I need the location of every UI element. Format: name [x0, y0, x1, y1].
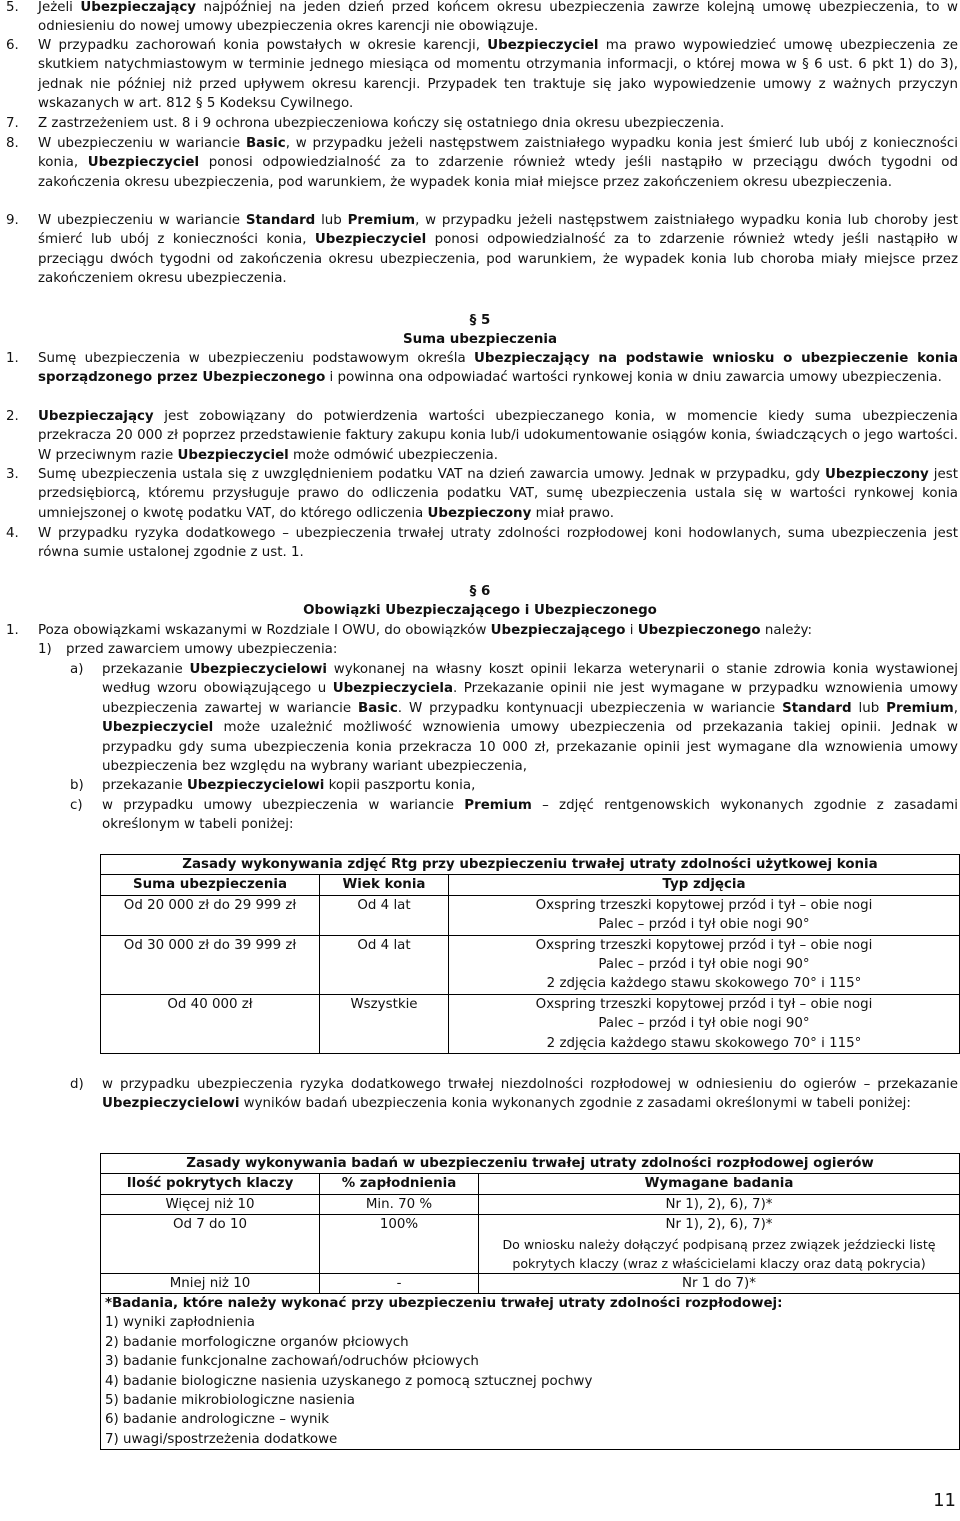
xray-header-age: Wiek konia [320, 875, 449, 895]
table-row: Od 7 do 10 100% Nr 1), 2), 6), 7)* Do wniosku należy dołączyć podpisaną przez związek jeździecki listę pokrytych klaczy (wraz z właścicielami klaczy oraz datą pokrycia) [101, 1215, 960, 1273]
duties-point-a: a) przekazanie Ubezpieczycielowi wykonanej na własny koszt opinii lekarza weterynarii o stanie zdrowia konia wystawionej według wzoru obowiązującego u Ubezpieczyciela. Przekazanie opinii nie jest wymagane w przypadku wznowienia umowy ubezpieczenia zawartej w wariancie Basic. W przypadku kontynuacji ubezpieczenia w wariancie Standard lub Premium, Ubezpieczyciel może uzależnić możliwość wznowienia umowy ubezpieczenia od przekazania takiej opinii. Jednak w przypadku gdy suma ubezpieczenia konia przekracza 10 000 zł, przekazanie opinii jest wymagane dla wznowienia umowy ubezpieczenia bez względu na wybrany wariant ubezpieczenia, [70, 662, 958, 775]
section-5-title: Suma ubezpieczenia [402, 332, 558, 347]
fertility-header-rate: % zapłodnienia [320, 1174, 479, 1194]
duties-point-c: c) w przypadku umowy ubezpieczenia w wariancie Premium – zdjęć rentgenowskich wykonanych zgodnie z zasadami określonym w tabeli poniżej: [70, 798, 958, 833]
clause-6: 6. W przypadku zachorowań konia powstałych w okresie karencji, Ubezpieczyciel ma prawo wypowiedzieć umowę ubezpieczenia ze skutkiem natychmiastowym w terminie jednego miesiąca od momentu otrzymania informacji, o której mowa w § 6 ust. 6 pkt 1) do 3), jednak nie później niż przed upływem okresu karencji. Przypadek ten traktuje się jako wypowiedzenie umowy z ważnych przyczyn wskazanych w art. 812 § 5 Kodeksu Cywilnego. [6, 38, 958, 112]
table-row: Od 20 000 zł do 29 999 zł Od 4 lat Oxspring trzeszki kopytowej przód i tył – obie nogi Palec – przód i tył obie nogi 90° [101, 895, 960, 935]
page-number: 11 [933, 1490, 956, 1511]
fertility-table-title: Zasady wykonywania badań w ubezpieczeniu trwałej utraty zdolności rozpłodowej ogierów [101, 1154, 960, 1174]
duties-point-b: b) przekazanie Ubezpieczycielowi kopii paszportu konia, [70, 778, 476, 793]
fertility-notes: *Badania, które należy wykonać przy ubezpieczeniu trwałej utraty zdolności rozpłodowej: 1) wyniki zapłodnienia 2) badanie morfologiczne organów płciowych 3) badanie funkcjonalne zachowań/odruchów płciowych 4) badanie biologiczne nasienia uzyskanego z pomocą sztucznej pochwy 5) badanie mikrobiologiczne nasienia 6) badanie andrologiczne – wynik 7) uwagi/spostrzeżenia dodatkowe [101, 1294, 960, 1450]
sum-clause-1: 1. Sumę ubezpieczenia w ubezpieczeniu podstawowym określa Ubezpieczający na podstawie wniosku o ubezpieczenie konia sporządzonego przez Ubezpieczonego i powinna ona odpowiadać wartości rynkowej konia w dniu zawarcia umowy ubezpieczenia. [6, 351, 958, 386]
table-row: Więcej niż 10 Min. 70 % Nr 1), 2), 6), 7)* [101, 1194, 960, 1214]
sum-clause-2: 2. Ubezpieczający jest zobowiązany do potwierdzenia wartości ubezpieczanego konia, w momencie kiedy suma ubezpieczenia przekracza 20 000 zł poprzez przedstawienie faktury zakupu konia lub/i udokumentowanie osiągów konia, świadczących o jego wartości. W przeciwnym razie Ubezpieczyciel może odmówić ubezpieczenia. [6, 409, 958, 463]
table-row [101, 1294, 960, 1450]
clause-7: 7. Z zastrzeżeniem ust. 8 i 9 ochrona ubezpieczeniowa kończy się ostatniego dnia okresu ubezpieczenia. [6, 116, 725, 131]
clause-9: 9. W ubezpieczeniu w wariancie Standard lub Premium, w przypadku jeżeli następstwem zaistniałego wypadku konia lub choroby jest śmierć lub ubój z konieczności konia, Ubezpieczyciel ponosi odpowiedzialność za to zdarzenie również wtedy jeśli nastąpiło w przeciągu dwóch tygodni od zakończenia okresu ubezpieczenia, pod warunkiem, że wypadek konia lub choroba miały miejsce przez zakończeniem okresu ubezpieczenia. [6, 213, 958, 287]
duties-clause-1: 1. Poza obowiązkami wskazanymi w Rozdziale I OWU, do obowiązków Ubezpieczającego i Ubezpieczonego należy: [6, 623, 813, 638]
fertility-header-tests: Wymagane badania [479, 1174, 960, 1194]
section-6-title: Obowiązki Ubezpieczającego i Ubezpieczonego [303, 603, 657, 618]
duties-point-d: d) w przypadku ubezpieczenia ryzyka dodatkowego trwałej niezdolności rozpłodowej w odniesieniu do ogierów – przekazanie Ubezpieczycielowi wyników badań ubezpieczenia konia wykonanych zgodnie z zasadami określonymi w tabeli poniżej: [70, 1077, 958, 1112]
table-row: Od 30 000 zł do 39 999 zł Od 4 lat Oxspring trzeszki kopytowej przód i tył – obie nogi Palec – przód i tył obie nogi 90° 2 zdjęcia każdego stawu skokowego 70° i 115° [101, 935, 960, 994]
table-row: Od 40 000 zł Wszystkie Oxspring trzeszki kopytowej przód i tył – obie nogi Palec – przód i tył obie nogi 90° 2 zdjęcia każdego stawu skokowego 70° i 115° [101, 994, 960, 1053]
xray-table-title: Zasady wykonywania zdjęć Rtg przy ubezpieczeniu trwałej utraty zdolności użytkowej konia [101, 855, 960, 875]
clause-5: 5. Jeżeli Ubezpieczający najpóźniej na jeden dzień przed końcem okresu ubezpieczenia zawrze kolejną umowę ubezpieczenia, to w odniesieniu do nowej umowy ubezpieczenia okres karencji nie obowiązuje. [6, 0, 958, 35]
xray-rules-table [100, 854, 960, 1054]
duties-point-1: 1) przed zawarciem umowy ubezpieczenia: [38, 642, 338, 657]
section-5-number: § 5 [469, 313, 491, 328]
sum-clause-3: 3. Sumę ubezpieczenia ustala się z uwzględnieniem podatku VAT na dzień zawarcia umowy. Jednak w przypadku, gdy Ubezpieczony jest przedsiębiorcą, któremu przysługuje prawo do odliczenia podatku VAT, sumę ubezpieczenia ustala się w wartości rynkowej konia umniejszonej o kwotę podatku VAT, do którego odliczenia Ubezpieczony miał prawo. [6, 467, 958, 521]
fertility-tests-table [100, 1153, 960, 1450]
table-row: Mniej niż 10 - Nr 1 do 7)* [101, 1273, 960, 1293]
xray-header-type: Typ zdjęcia [449, 875, 960, 895]
fertility-header-mares: Ilość pokrytych klaczy [101, 1174, 320, 1194]
clause-8: 8. W ubezpieczeniu w wariancie Basic, w przypadku jeżeli następstwem zaistniałego wypadku konia jest śmierć lub ubój z konieczności konia, Ubezpieczyciel ponosi odpowiedzialność za to zdarzenie również wtedy jeśli nastąpiło w przeciągu dwóch tygodni od zakończenia okresu ubezpieczenia, pod warunkiem, że wypadek konia miał miejsce przez zakończeniem okresu ubezpieczenia. [6, 136, 958, 190]
xray-header-sum: Suma ubezpieczenia [101, 875, 320, 895]
sum-clause-4: 4. W przypadku ryzyka dodatkowego – ubezpieczenia trwałej utraty zdolności rozpłodowej koni hodowlanych, suma ubezpieczenia jest równa sumie ustalonej zgodnie z ust. 1. [6, 526, 958, 561]
section-6-number: § 6 [469, 584, 491, 599]
